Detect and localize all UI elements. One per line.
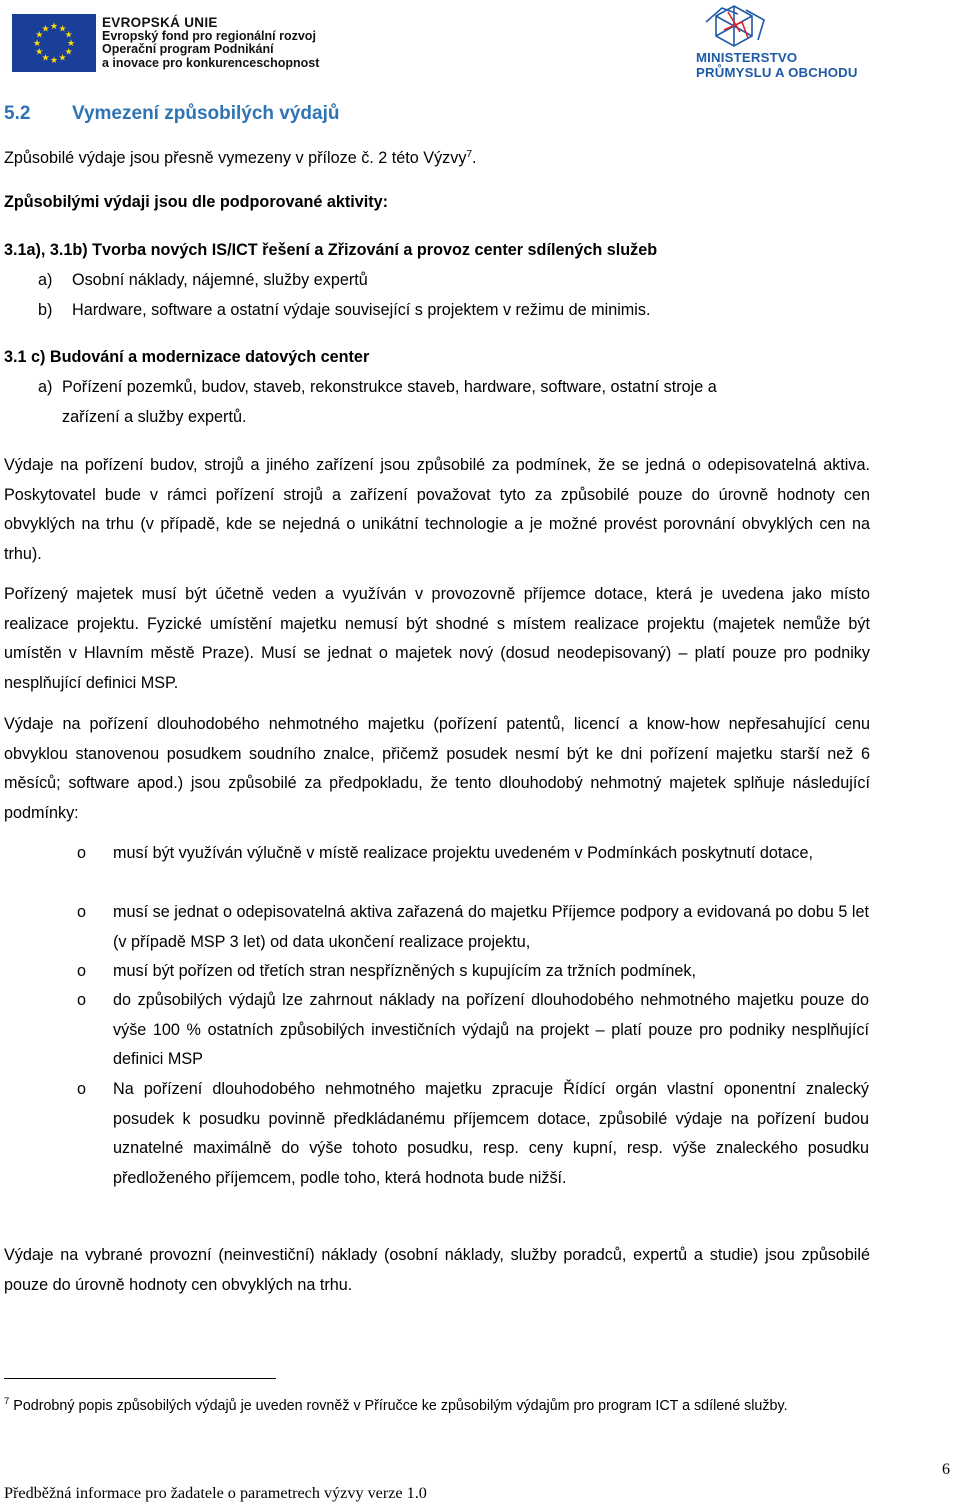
activity-item-continued: zařízení a služby expertů.	[62, 408, 247, 426]
intro-end: .	[472, 149, 477, 167]
footnote	[4, 1390, 870, 1418]
activities-heading: Způsobilými výdaji jsou dle podporované aktivity:	[4, 193, 389, 211]
activity-item: Pořízení pozemků, budov, staveb, rekonstrukce staveb, hardware, software, ostatní stroje a	[62, 378, 717, 396]
activity-item-marker: a)	[38, 271, 53, 289]
eu-logo-text	[102, 16, 319, 70]
eu-logo-line: EVROPSKÁ UNIE	[102, 15, 218, 30]
list-item: musí se jednat o odepisovatelná aktiva zařazená do majetku Příjemce podpory a evidovaná po dobu 5 let (v případě MSP 3 let) od data ukončení realizace projektu,	[113, 903, 869, 951]
eu-logo-line: Operační program Podnikání	[102, 42, 274, 56]
ministry-logo-line: MINISTERSTVO	[696, 50, 798, 65]
intro-text: Způsobilé výdaje jsou přesně vymezeny v příloze č. 2 této Výzvy	[4, 149, 467, 167]
footnote-number: 7	[4, 1396, 10, 1407]
svg-text:★: ★	[64, 47, 73, 58]
paragraph: Výdaje na pořízení dlouhodobého nehmotného majetku (pořízení patentů, licencí a know-how nepřesahující cenu obvyklou stanovenou posudkem soudního znalce, přičemž posudek nesmí být ke dni pořízení majetku starší než 6 měsíců; software apod.) jsou způsobilé za předpokladu, že tento dlouhodobý nehmotný majetek splňuje následující podmínky:	[4, 715, 870, 822]
footnote-divider	[4, 1378, 276, 1379]
svg-text:★: ★	[35, 30, 44, 41]
ministry-logo-line: PRŮMYSLU A OBCHODU	[696, 65, 858, 80]
activity-item: Hardware, software a ostatní výdaje související s projektem v režimu de minimis.	[72, 301, 651, 319]
list-bullet: o	[77, 844, 87, 862]
paragraph: Pořízený majetek musí být účetně veden a využíván v provozovně příjemce dotace, která je uvedena jako místo realizace projektu. Fyzické umístění majetku nemusí být shodné s místem realizace projektu (majetek nemůže být umístěn v Hlavním městě Praze). Musí se jednat o majetek nový (dosud neodepisovaný) – platí pouze pro podniky nesplňující definici MSP.	[4, 585, 870, 692]
svg-text:★: ★	[58, 53, 67, 64]
list-item: do způsobilých výdajů lze zahrnout náklady na pořízení dlouhodobého nehmotného majetku pouze do výše 100 % ostatních způsobilých investičních výdajů na projekt – platí pouze pro podniky nesplňující definici MSP	[113, 991, 869, 1068]
svg-text:★: ★	[32, 39, 42, 49]
svg-text:★: ★	[66, 39, 76, 49]
list-item: Na pořízení dlouhodobého nehmotného majetku zpracuje Řídící orgán vlastní oponentní znalecký posudek k posudku povinně předkládanému příjemcem dotace, způsobilé výdaje na pořízení budou uznatelné maximálně do výše tohoto posudku, resp. ceny kupní, resp. výše znaleckého posudku předloženého příjemcem, podle toho, která hodnota bude nižší.	[113, 1080, 869, 1187]
activity-heading: 3.1a), 3.1b) Tvorba nových IS/ICT řešení a Zřizování a provoz center sdílených služeb	[4, 241, 658, 259]
list-bullet: o	[77, 903, 87, 921]
activity-item-marker: a)	[38, 378, 53, 396]
list-bullet: o	[77, 991, 87, 1009]
section-heading	[4, 103, 339, 125]
footer-text: Předběžná informace pro žadatele o parametrech výzvy verze 1.0	[4, 1484, 427, 1502]
svg-text:★: ★	[49, 22, 59, 32]
list-bullet: o	[77, 962, 87, 980]
footnote-text: Podrobný popis způsobilých výdajů je uveden rovněž v Příručce ke způsobilým výdajům pro program ICT a sdílené služby.	[13, 1398, 788, 1414]
page-number: 6	[942, 1461, 950, 1478]
list-item: musí být využíván výlučně v místě realizace projektu uvedeném v Podmínkách poskytnutí dotace,	[113, 844, 813, 862]
ministry-logo-text	[696, 50, 858, 80]
svg-text:★: ★	[49, 56, 59, 66]
list-bullet: o	[77, 1080, 87, 1098]
activity-item-marker: b)	[38, 301, 53, 319]
activity-heading: 3.1 c) Budování a modernizace datových center	[4, 348, 370, 366]
svg-text:★: ★	[41, 53, 50, 64]
svg-text:★: ★	[64, 30, 73, 41]
svg-text:★: ★	[41, 24, 50, 35]
svg-text:★: ★	[35, 47, 44, 58]
list-item: musí být pořízen od třetích stran nespřízněných s kupujícím za tržních podmínek,	[113, 962, 697, 980]
eu-logo-line: a inovace pro konkurenceschopnost	[102, 55, 320, 70]
footnote-reference: 7	[466, 149, 473, 160]
closing-paragraph: Výdaje na vybrané provozní (neinvestiční) náklady (osobní náklady, služby poradců, expertů a studie) jsou způsobilé pouze do úrovně hodnoty cen obvyklých na trhu.	[4, 1246, 870, 1294]
paragraph: Výdaje na pořízení budov, strojů a jiného zařízení jsou způsobilé za podmínek, že se jedná o odepisovatelná aktiva. Poskytovatel bude v rámci pořízení strojů a zařízení považovat tyto za způsobilé pouze do úrovně hodnoty cen obvyklých na trhu (v případě, kde se nejedná o unikátní technologie a je možné provést porovnání obvyklých cen na trhu).	[4, 456, 870, 563]
ministry-logo-icon	[694, 2, 774, 50]
intro-paragraph	[4, 140, 477, 174]
section-number: 5.2	[4, 103, 31, 124]
section-title: Vymezení způsobilých výdajů	[72, 103, 340, 124]
eu-flag-logo	[12, 14, 96, 72]
svg-text:★: ★	[58, 24, 67, 35]
eu-logo-line: Evropský fond pro regionální rozvoj	[102, 28, 316, 43]
activity-item: Osobní náklady, nájemné, služby expertů	[72, 271, 368, 289]
